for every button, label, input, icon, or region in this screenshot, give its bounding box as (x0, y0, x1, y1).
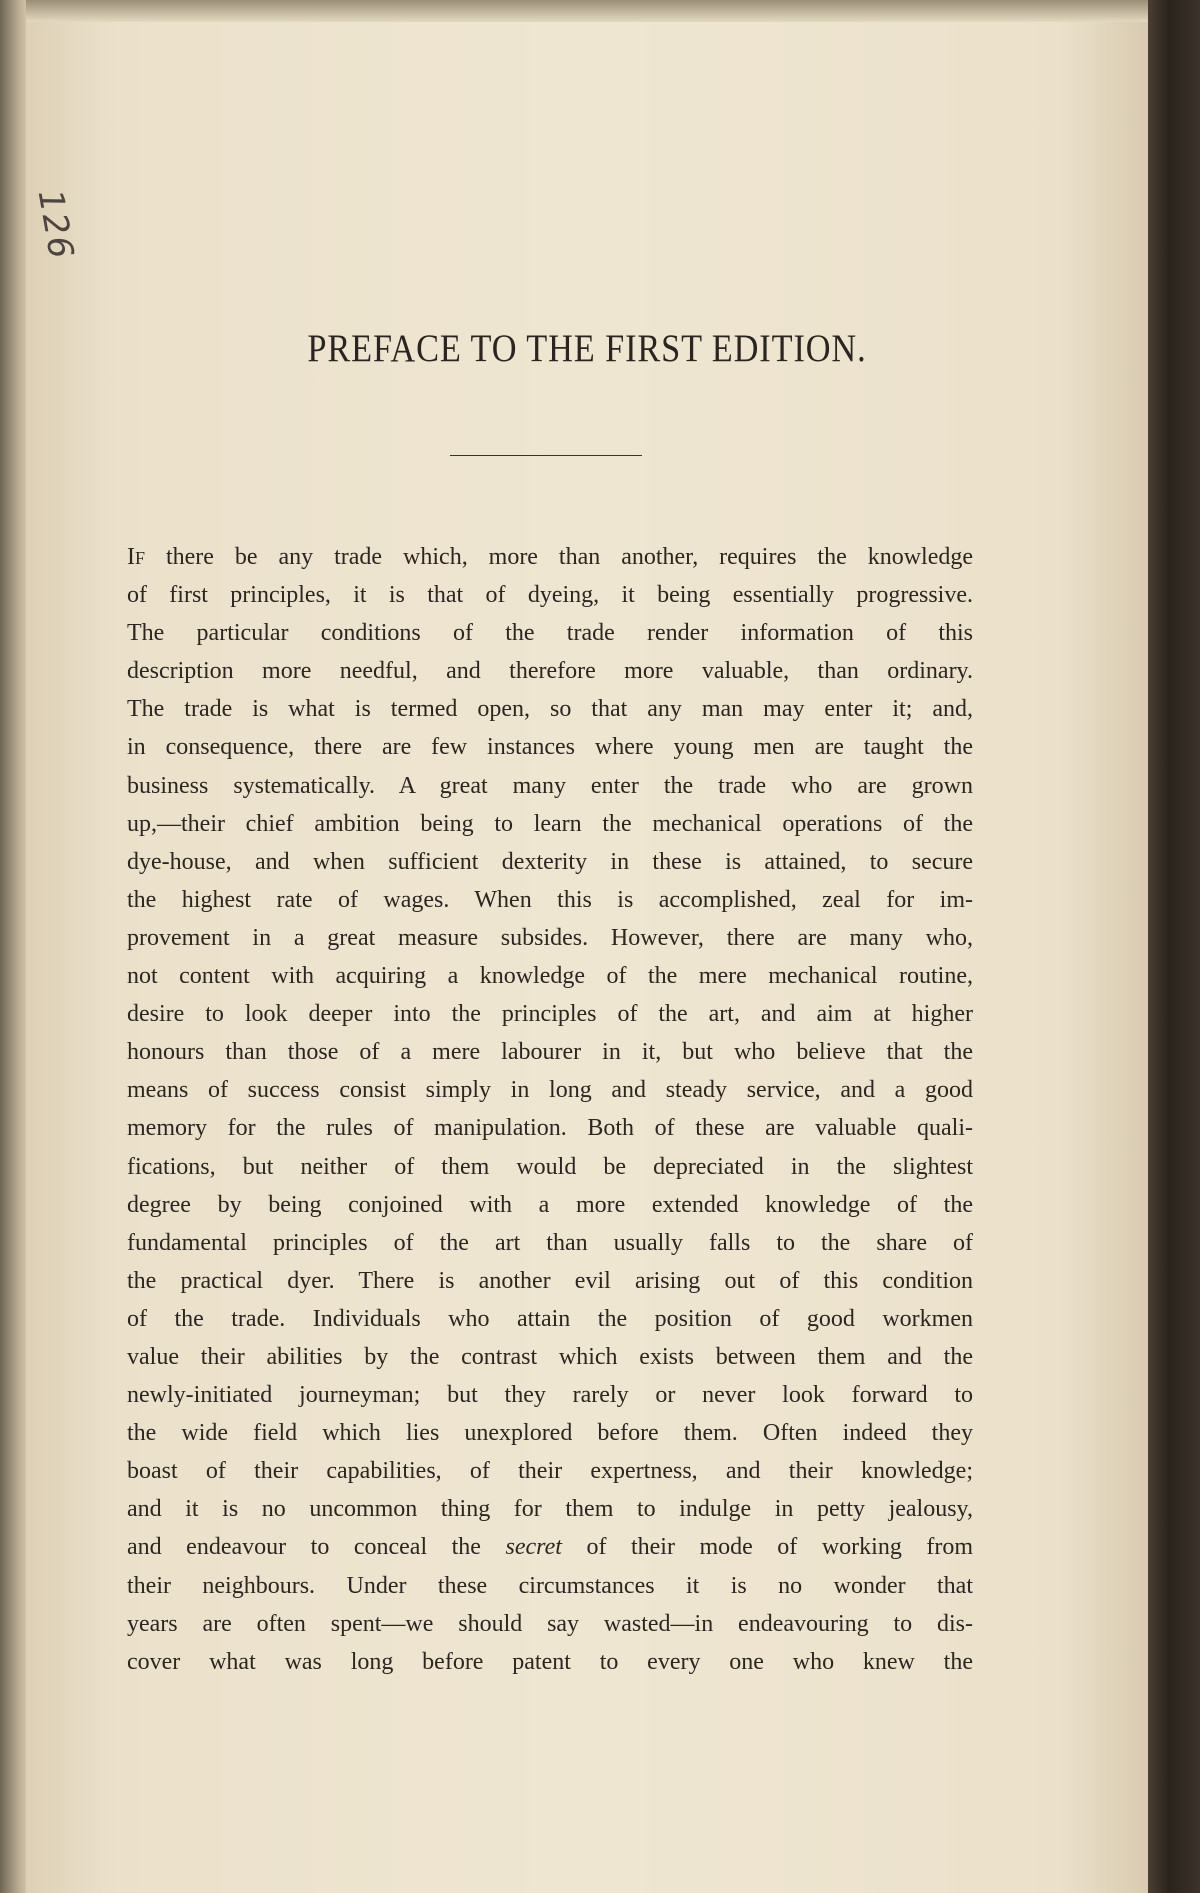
text-line: the wide field which lies unexplored before them. Often indeed they (127, 1420, 973, 1447)
text-line: description more needful, and therefore more valuable, than ordinary. (127, 658, 973, 685)
text-line: business systematically. A great many enter the trade who are grown (127, 772, 973, 799)
handwritten-margin-note: 126 (29, 186, 82, 264)
text-line: the highest rate of wages. When this is accomplished, zeal for im- (127, 886, 973, 913)
text-line: in consequence, there are few instances where young men are taught the (127, 734, 973, 761)
drop-initial: I (127, 544, 135, 570)
book-page (26, 0, 1148, 1893)
title-divider (450, 455, 642, 456)
page-title: PREFACE TO THE FIRST EDITION. (307, 327, 867, 370)
text-line: dye-house, and when sufficient dexterity in these is attained, to secure (127, 848, 973, 875)
text-line: boast of their capabilities, of their expertness, and their knowledge; (127, 1458, 973, 1485)
text-line: fundamental principles of the art than usually falls to the share of (127, 1229, 973, 1256)
text-line: honours than those of a mere labourer in it, but who believe that the (127, 1039, 973, 1066)
body-text (127, 538, 973, 1681)
text-line: their neighbours. Under these circumstances it is no wonder that (127, 1572, 973, 1599)
text-line: up,—their chief ambition being to learn the mechanical operations of the (127, 810, 973, 837)
text-line: and it is no uncommon thing for them to indulge in petty jealousy, (127, 1496, 973, 1523)
text-line: means of success consist simply in long and steady service, and a good (127, 1077, 973, 1104)
text-line: provement in a great measure subsides. However, there are many who, (127, 924, 973, 951)
text-line: The particular conditions of the trade render information of this (127, 620, 973, 647)
text-line: years are often spent—we should say wasted—in endeavouring to dis- (127, 1610, 973, 1637)
text-line: value their abilities by the contrast which exists between them and the (127, 1343, 973, 1370)
text-line: memory for the rules of manipulation. Both of these are valuable quali- (127, 1115, 973, 1142)
page-top-edge (26, 0, 1148, 22)
text-line: desire to look deeper into the principles of the art, and aim at higher (127, 1001, 973, 1028)
text-line: The trade is what is termed open, so that any man may enter it; and, (127, 696, 973, 723)
text-line: not content with acquiring a knowledge of the mere mechanical routine, (127, 963, 973, 990)
text-line: IF there be any trade which, more than another, requires the knowledge (127, 544, 973, 570)
text-line: degree by being conjoined with a more extended knowledge of the (127, 1191, 973, 1218)
italic-word: secret (505, 1534, 562, 1561)
text-line: of first principles, it is that of dyeing, it being essentially progressive. (127, 582, 973, 609)
text-line: cover what was long before patent to every one who knew the (127, 1648, 973, 1675)
text-line: fications, but neither of them would be depreciated in the slightest (127, 1153, 973, 1180)
text-line: the practical dyer. There is another evil arising out of this condition (127, 1267, 973, 1294)
small-caps: F (135, 548, 146, 568)
text-line: and endeavour to conceal the secret of their mode of working from (127, 1534, 973, 1561)
book-binding (1148, 0, 1200, 1893)
text-line: newly-initiated journeyman; but they rarely or never look forward to (127, 1382, 973, 1409)
text-line: of the trade. Individuals who attain the position of good workmen (127, 1305, 973, 1332)
